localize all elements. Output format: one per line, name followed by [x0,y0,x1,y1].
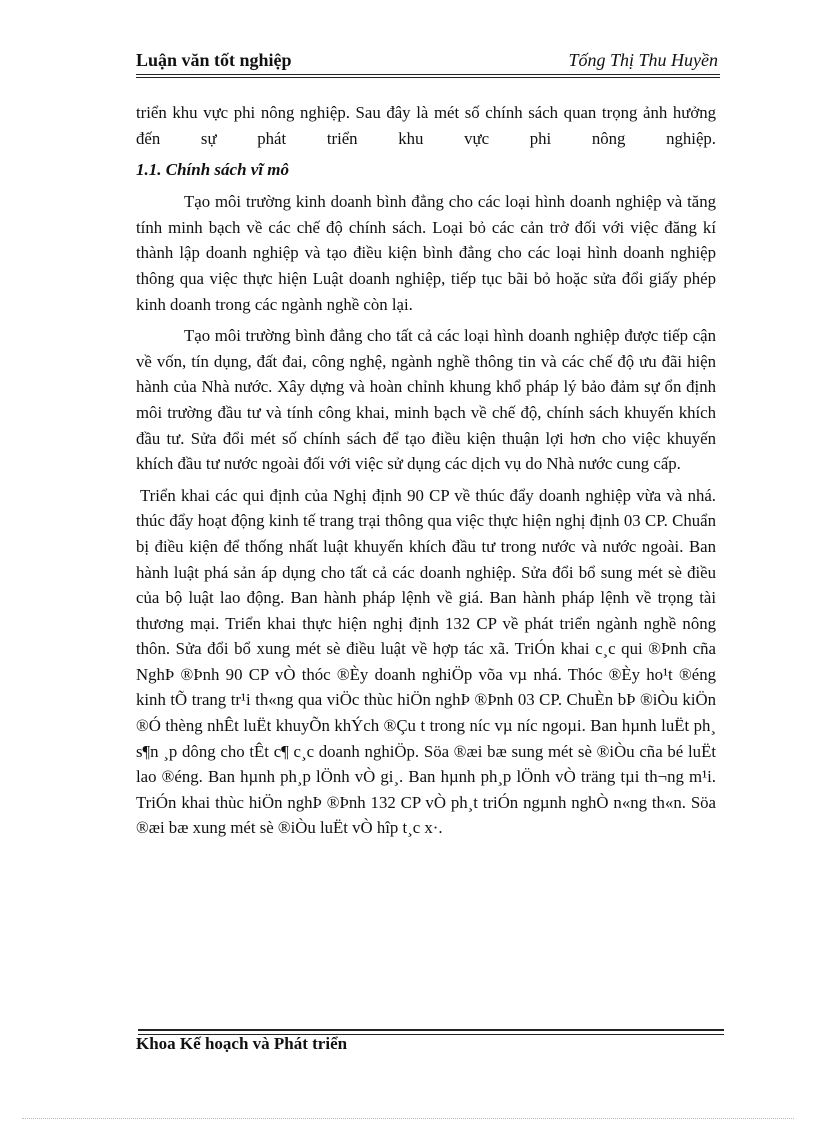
footer-text: Khoa Kế hoạch và Phát triển [136,1034,348,1053]
page-header [136,46,720,78]
paragraph-2: Tạo môi trường bình đẳng cho tất cả các loại hình doanh nghiệp được tiếp cận về vốn, tín dụng, đất đai, công nghệ, ngành nghề thông tin và các chế độ ưu đãi hiện hành của Nhà nước. Xây dựng và hoàn chỉnh khung khổ pháp lý bảo đảm sự ổn định môi trường đầu tư và tính công khai, minh bạch về chế độ, chính sách khuyến khích đầu tư. Sửa đổi mét số chính sách để tạo điều kiện thuận lợi hơn cho việc khuyến khích đầu tư nước ngoài đối với việc sử dụng các dịch vụ do Nhà nước cung cấp. [136,326,716,474]
section-title: 1.1. Chính sách vĩ mô [136,160,290,180]
document-body [136,100,716,841]
page-edge-dots [22,1118,794,1119]
intro-paragraph: triển khu vực phi nông nghiệp. Sau đây là mét số chính sách quan trọng ảnh hưởng đến sự phát triển khu vực phi nông nghiệp. [136,103,716,148]
thesis-label: Luận văn tốt nghiệp [136,50,292,70]
paragraph-1: Tạo môi trường kinh doanh bình đẳng cho các loại hình doanh nghiệp và tăng tính minh bạch về các chế độ chính sách. Loại bỏ các cản trở đối với việc đăng kí thành lập doanh nghiệp và tạo điều kiện bình đẳng cho các loại hình doanh nghiệp thông qua việc thực hiện Luật doanh nghiệp, tiếp tục bãi bỏ hoặc sửa đổi giấy phép kinh doanh trong các ngành nghề còn lại. [136,192,716,314]
paragraph-3: Triển khai các qui định của Nghị định 90 CP về thúc đẩy doanh nghiệp vừa và nhá. thúc đẩy hoạt động kinh tế trang trại thông qua việc thực hiện nghị định 03 CP. Chuẩn bị điều kiện để thống nhất luật khuyến khích đầu tư trong nước và nước ngoài. Ban hành luật phá sản áp dụng cho tất cả các doanh nghiệp. Sửa đổi bổ sung mét sè điều của bộ luật lao động. Ban hành pháp lệnh về giá. Ban hành pháp lệnh về trọng tài thương mại. Triển khai thực hiện nghị định 132 CP về phát triển ngành nghề nông thôn. Sửa đổi bổ xung mét sè điều luật về hợp tác xã. TriÓn khai c¸c qui ®Þnh cña NghÞ ®Þnh 90 CP vÒ thóc ®Èy doanh nghiÖp võa vµ nhá. Thóc ®Èy ho¹t ®éng kinh tÕ trang tr¹i th«ng qua viÖc thùc hiÖn nghÞ ®Þnh 03 CP. ChuÈn bÞ ®iÒu kiÖn ®Ó thèng nhÊt luËt khuyÕn khÝch ®Çu t trong níc vµ níc ngoµi. Ban hµnh luËt ph¸ s¶n ¸p dông cho tÊt c¶ c¸c doanh nghiÖp. Söa ®æi bæ sung mét sè ®iÒu cña bé luËt lao ®éng. Ban hµnh ph¸p lÖnh vÒ gi¸. Ban hµnh ph¸p lÖnh vÒ träng tµi th¬ng m¹i. TriÓn khai thùc hiÖn nghÞ ®Þnh 132 CP vÒ ph¸t triÓn ngµnh nghÒ n«ng th«n. Söa ®æi bæ xung mét sè ®iÒu luËt vÒ hîp t¸c x·. [136,485,716,838]
author-name: Tống Thị Thu Huyền [568,50,718,70]
